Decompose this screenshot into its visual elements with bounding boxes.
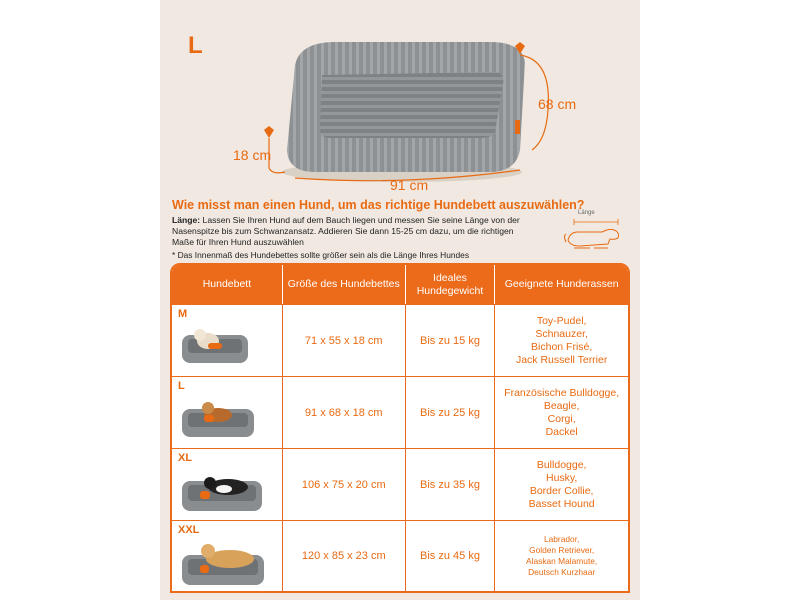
length-text: Lassen Sie Ihren Hund auf dem Bauch liegen und messen Sie seine Länge von der Nasenspitze bis zum Schwanzansatz. Addieren Sie dann 15-25 cm dazu, um die richtigen Maße für Ihren Hund auszuwählen	[172, 215, 520, 248]
measure-description	[172, 215, 532, 249]
breed-item: Bulldogge,	[536, 458, 587, 471]
breed-item: Bichon Frisé,	[531, 340, 593, 353]
breed-item: Golden Retriever,	[529, 545, 595, 555]
size-cell: 106 x 75 x 20 cm	[283, 448, 406, 520]
breed-item: Labrador,	[543, 534, 580, 544]
breed-item: Border Collie,	[529, 484, 594, 497]
table-row	[172, 376, 628, 448]
weight-cell: Bis zu 25 kg	[406, 376, 496, 448]
breeds-list	[495, 534, 628, 578]
bed-size-label: L	[178, 380, 185, 392]
bed-cell	[172, 376, 283, 448]
size-cell: 71 x 55 x 18 cm	[283, 304, 406, 376]
dog-measure-icon	[560, 210, 632, 256]
breed-item: Französische Bulldogge,	[504, 386, 620, 399]
table-row	[172, 304, 628, 376]
size-cell: 91 x 68 x 18 cm	[283, 376, 406, 448]
measure-question: Wie misst man einen Hund, um das richtige Hundebett auszuwählen?	[172, 198, 585, 212]
diagram-length-label: Länge	[578, 210, 595, 216]
breeds-cell	[495, 376, 628, 448]
breed-item: Basset Hound	[528, 497, 595, 510]
bed-cell	[172, 448, 283, 520]
height-dimension: 18 cm	[233, 147, 272, 163]
bed-size-label: M	[178, 308, 188, 320]
product-info-card	[160, 0, 640, 600]
weight-cell: Bis zu 35 kg	[406, 448, 496, 520]
size-table	[170, 263, 630, 593]
breeds-list	[495, 459, 628, 511]
bed-with-dog-image	[180, 467, 264, 513]
breeds-cell	[495, 520, 628, 591]
breed-item: Husky,	[546, 471, 578, 484]
breeds-list	[495, 387, 628, 439]
bed-cell	[172, 520, 283, 591]
weight-cell: Bis zu 45 kg	[406, 520, 496, 591]
breed-item: Beagle,	[543, 399, 580, 412]
length-label: Länge:	[172, 215, 201, 225]
header-breeds: Geeignete Hunderassen	[495, 265, 628, 304]
bed-size-label: XXL	[178, 524, 200, 536]
weight-cell: Bis zu 15 kg	[406, 304, 496, 376]
table-row	[172, 520, 628, 591]
hero-size-label: L	[188, 32, 203, 59]
breed-item: Deutsch Kurzhaar	[528, 567, 596, 577]
depth-dimension: 68 cm	[538, 96, 577, 112]
size-cell: 120 x 85 x 23 cm	[283, 520, 406, 591]
header-size: Größe des Hundebettes	[283, 265, 406, 304]
header-weight: Ideales Hundegewicht	[406, 265, 496, 304]
breed-item: Dackel	[545, 425, 578, 438]
breeds-cell	[495, 304, 628, 376]
breed-item: Schnauzer,	[535, 327, 588, 340]
bed-size-label: XL	[178, 452, 193, 464]
inner-size-note: * Das Innenmaß des Hundebettes sollte größer sein als die Länge Ihres Hundes	[172, 250, 470, 260]
breed-item: Alaskan Malamute,	[526, 556, 598, 566]
bed-with-dog-image	[180, 539, 266, 587]
breeds-list	[495, 315, 628, 367]
hero-section	[160, 0, 640, 195]
bed-with-dog-image	[180, 395, 256, 439]
bed-cell	[172, 304, 283, 376]
header-bed: Hundebett	[172, 265, 283, 304]
breed-item: Jack Russell Terrier	[515, 353, 608, 366]
breeds-cell	[495, 448, 628, 520]
breed-item: Corgi,	[547, 412, 576, 425]
table-row	[172, 448, 628, 520]
width-dimension: 91 cm	[390, 177, 429, 193]
breed-item: Toy-Pudel,	[536, 314, 587, 327]
table-header-row	[172, 265, 628, 304]
bed-with-dog-image	[180, 323, 250, 365]
